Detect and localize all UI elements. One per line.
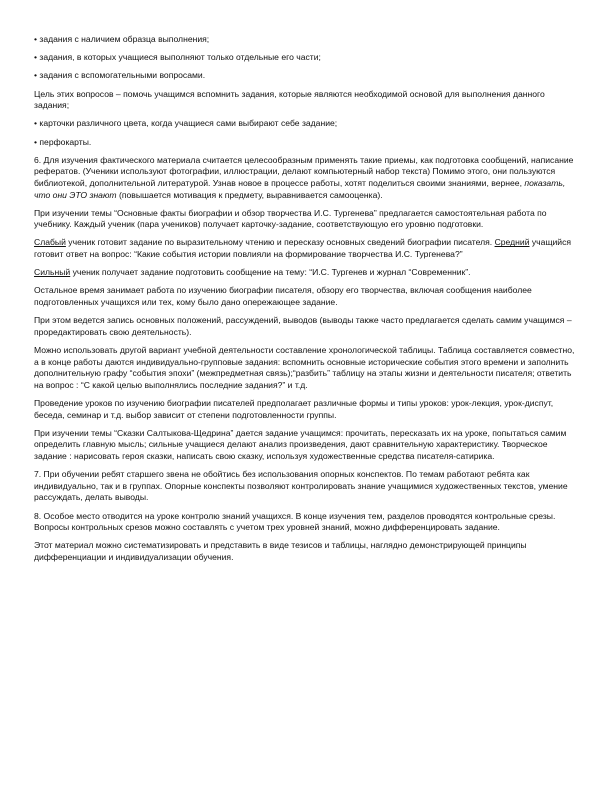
paragraph-item-7: 7. При обучении ребят старшего звена не обойтись без использования опорных конспектов. По темам работают ребята как индивидуально, так и в группах. Опорные конспекты позволяют контролировать знание учащимися художественных текстов, умение рассуждать, делать выводы. — [34, 469, 568, 503]
paragraph: При изучении темы “Сказки Салтыкова-Щедрина” дается задание учащимся: прочитать, пересказать их на уроке, попытаться самим определить главную мысль; сильные учащиеся делают анализ произведения, дают сравнительную характеристику. Творческое задание : нарисовать героя сказки, написать свою сказку, используя художественные средства писателя-сатирика. — [34, 427, 567, 461]
text-run: ученик готовит задание по выразительному чтению и пересказу основных сведений биографии писателя. — [65, 237, 495, 248]
underlined-word-weak: Слабый — [34, 237, 66, 248]
bullet-item: • перфокарты. — [34, 136, 92, 147]
underlined-word-middle: Средний — [494, 237, 530, 248]
italic-phrase: показать, что они ЭТО знают — [34, 177, 566, 200]
paragraph: Проведение уроков по изучению биографии писателей предполагает различные формы и типы уроков: урок-лекция, урок-диспут, беседа, семинар и т.д. выбор зависит от степени подготовленности группы. — [34, 397, 554, 420]
paragraph: При изучении темы “Основные факты биографии и обзор творчества И.С. Тургенева” предлагается самостоятельная работа по учебнику. Каждый ученик (пара учеников) получает карточку-задание, соответствующую его уровню подготовки. — [34, 207, 547, 230]
paragraph — [34, 267, 580, 279]
paragraph: При этом ведется запись основных положений, рассуждений, выводов (выводы также часто предлагается сделать самим учащимся – проредактировать свою деятельность). — [34, 315, 572, 337]
bullet-item: • карточки различного цвета, когда учащиеся сами выбирают себе задание; — [34, 118, 338, 129]
paragraph-item-8: 8. Особое место отводится на уроке контролю знаний учащихся. В конце изучения тем, разделов проводятся контрольные срезы. Вопросы контрольных срезов можно составлять с учетом трех уровней знаний, можно дифференцировать задание. — [34, 510, 556, 533]
bullet-item: • задания с вспомогательными вопросами. — [34, 70, 206, 81]
paragraph-item-6 — [34, 155, 580, 201]
paragraph: Можно использовать другой вариант учебной деятельности составление хронологической таблицы. Таблица составляется совместно, а в конце работы даются индивидуально-групповые задания: вспомнить основные исторические события этого времени и заполнить дополнительную графу “события эпохи” (межпредметная связь);“разбить” таблицу на этапы жизни и деятельности писателя; ответить на вопрос : “С какой целью выполнялись последние задания?” и т.д. — [34, 345, 575, 390]
paragraph: Остальное время занимает работа по изучению биографии писателя, обзору его творчества, включая сообщения наиболее подготовленных учащихся или тех, кому было дано опережающее задание. — [34, 285, 532, 308]
paragraph — [34, 237, 580, 260]
underlined-word-strong: Сильный — [34, 267, 71, 278]
text-run: учащийся готовит ответ на вопрос: “Какие события истории повлияли на формирование творчества И.С. Тургенева?” — [34, 237, 572, 260]
text-run: (повышается мотивация к предмету, выравнивается самооценка). — [116, 189, 383, 200]
text-run: ученик получает задание подготовить сообщение на тему: “И.С. Тургенев и журнал “Современник”. — [70, 267, 471, 278]
document-page — [34, 34, 580, 570]
bullet-item: • задания с наличием образца выполнения; — [34, 34, 210, 44]
bullet-item: • задания, в которых учащиеся выполняют только отдельные его части; — [34, 52, 321, 63]
text-run: 6. Для изучения фактического материала считается целесообразным применять такие приемы, как подготовка сообщений, написание рефератов. (Ученики используют фотографии, иллюстрации, делают компьютерный набор текста) Помимо этого, они пользуются библиотекой, дополнительной литературой. Узнав новое в процессе работы, хотят поделиться своими знаниями, вернее, — [34, 154, 574, 188]
paragraph: Этот материал можно систематизировать и представить в виде тезисов и таблицы, наглядно демонстрирующей принципы дифференциации и индивидуализации обучения. — [34, 540, 527, 562]
paragraph: Цель этих вопросов – помочь учащимся вспомнить задания, которые являются необходимой основой для выполнения данного задания; — [34, 88, 545, 111]
